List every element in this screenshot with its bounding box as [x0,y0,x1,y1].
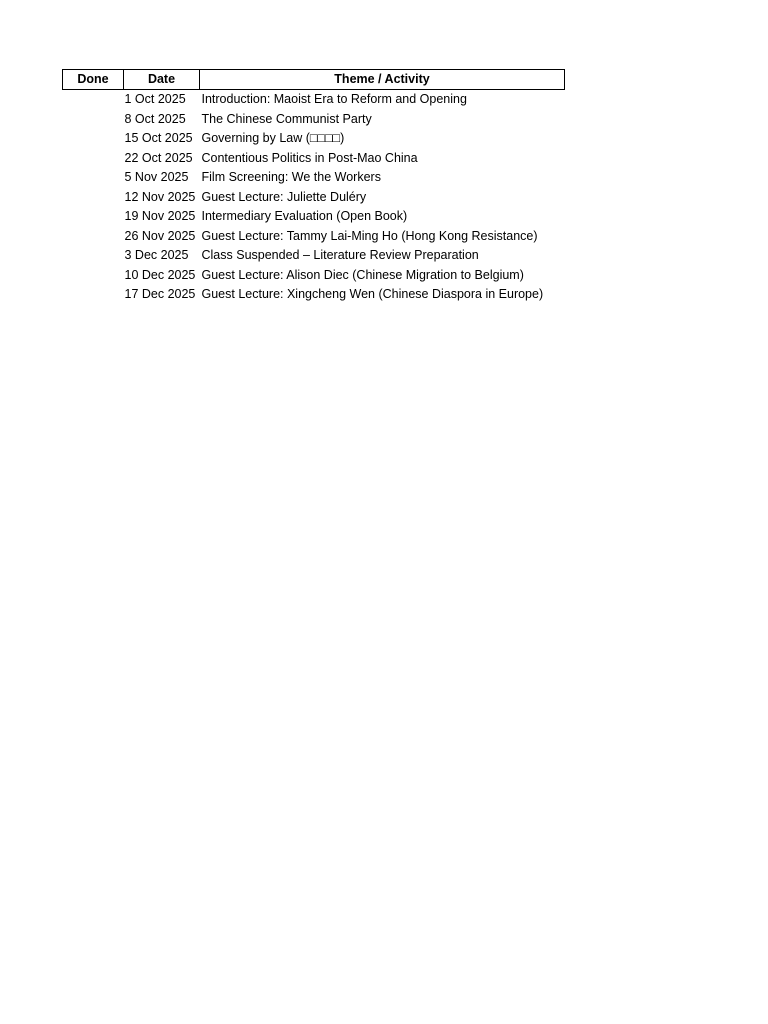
theme-cell: Introduction: Maoist Era to Reform and Opening [201,92,467,107]
table-row [63,110,565,130]
done-cell[interactable] [63,110,124,130]
theme-cell: Guest Lecture: Juliette Duléry [201,189,367,204]
theme-cell: The Chinese Communist Party [201,111,372,126]
done-cell[interactable] [63,168,124,188]
theme-cell: Class Suspended – Literature Review Preparation [201,248,479,263]
date-cell: 17 Dec 2025 [124,287,196,302]
done-cell[interactable] [63,246,124,266]
done-cell[interactable] [63,207,124,227]
table-row [63,90,565,110]
table-row [63,246,565,266]
theme-cell: Intermediary Evaluation (Open Book) [201,209,408,224]
table-row [63,207,565,227]
theme-cell: Guest Lecture: Alison Diec (Chinese Migration to Belgium) [201,267,524,282]
date-cell: 19 Nov 2025 [124,209,196,224]
theme-cell: Guest Lecture: Tammy Lai-Ming Ho (Hong Kong Resistance) [201,228,538,243]
date-cell: 15 Oct 2025 [124,131,193,146]
date-cell: 10 Dec 2025 [124,267,196,282]
schedule-table [62,69,565,305]
done-cell[interactable] [63,90,124,110]
header-done: Done [63,70,124,90]
date-cell: 8 Oct 2025 [124,111,186,126]
table-row [63,188,565,208]
header-theme: Theme / Activity [200,70,565,90]
date-cell: 26 Nov 2025 [124,228,196,243]
table-row [63,129,565,149]
date-cell: 1 Oct 2025 [124,92,186,107]
table-row [63,285,565,305]
theme-cell: Contentious Politics in Post-Mao China [201,150,418,165]
done-cell[interactable] [63,285,124,305]
done-cell[interactable] [63,129,124,149]
date-cell: 3 Dec 2025 [124,248,189,263]
theme-cell: Guest Lecture: Xingcheng Wen (Chinese Diaspora in Europe) [201,287,544,302]
header-date: Date [124,70,200,90]
done-cell[interactable] [63,266,124,286]
done-cell[interactable] [63,188,124,208]
table-row [63,227,565,247]
table-row [63,266,565,286]
done-cell[interactable] [63,227,124,247]
table-row [63,168,565,188]
theme-cell: Governing by Law (□□□□) [201,131,345,146]
date-cell: 22 Oct 2025 [124,150,193,165]
theme-cell: Film Screening: We the Workers [201,170,381,185]
date-cell: 12 Nov 2025 [124,189,196,204]
done-cell[interactable] [63,149,124,169]
header-row [63,70,565,90]
schedule-body [63,90,565,305]
date-cell: 5 Nov 2025 [124,170,189,185]
table-row [63,149,565,169]
